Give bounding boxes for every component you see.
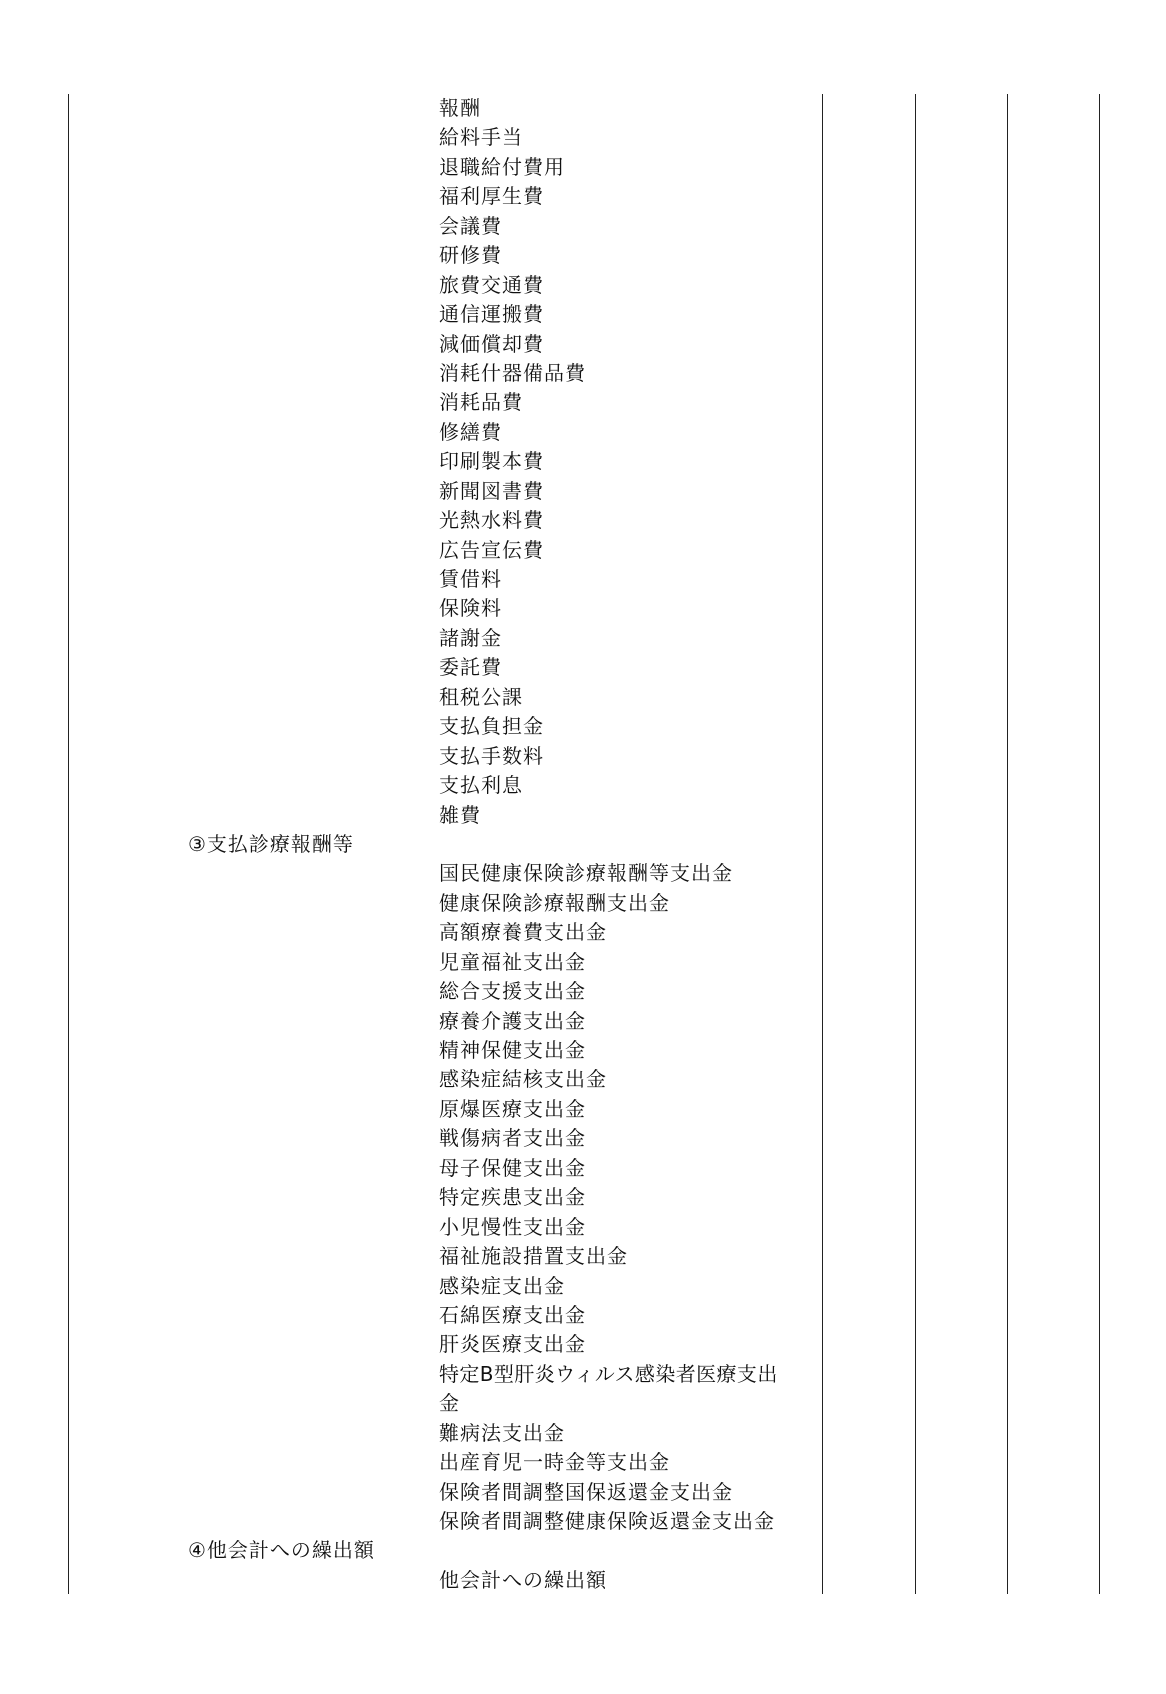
account-item: 児童福祉支出金 bbox=[439, 949, 586, 974]
account-item: 新聞図書費 bbox=[439, 478, 544, 503]
account-item: 国民健康保険診療報酬等支出金 bbox=[439, 861, 733, 886]
account-item: 他会計への繰出額 bbox=[439, 1567, 607, 1592]
account-item: 保険者間調整健康保険返還金支出金 bbox=[439, 1509, 775, 1533]
account-item: 原爆医療支出金 bbox=[439, 1096, 586, 1121]
section-heading: ③支払診療報酬等 bbox=[188, 831, 354, 856]
account-item: 感染症結核支出金 bbox=[439, 1067, 607, 1092]
account-item: 健康保険診療報酬支出金 bbox=[439, 890, 670, 915]
account-item: 総合支援支出金 bbox=[439, 979, 586, 1004]
account-item: 母子保健支出金 bbox=[439, 1155, 586, 1180]
section-heading: ④他会計への繰出額 bbox=[188, 1538, 375, 1563]
account-item: 保険者間調整国保返還金支出金 bbox=[439, 1479, 733, 1504]
account-item: 会議費 bbox=[439, 213, 502, 238]
account-item: 高額療養費支出金 bbox=[439, 920, 607, 945]
account-item: 精神保健支出金 bbox=[439, 1038, 586, 1062]
account-item: 石綿医療支出金 bbox=[439, 1302, 586, 1327]
account-item: 金 bbox=[439, 1391, 460, 1416]
account-item: 研修費 bbox=[439, 243, 502, 268]
account-item: 支払負担金 bbox=[439, 714, 544, 739]
account-item: 光熱水料費 bbox=[439, 508, 544, 533]
account-item: 消耗什器備品費 bbox=[439, 360, 586, 385]
account-item: 減価償却費 bbox=[439, 331, 544, 356]
account-item-list bbox=[0, 94, 1166, 1595]
account-item: 福利厚生費 bbox=[439, 184, 544, 209]
account-item: 支払手数料 bbox=[439, 743, 544, 768]
account-item: 出産育児一時金等支出金 bbox=[439, 1450, 670, 1475]
account-item: 消耗品費 bbox=[439, 390, 523, 415]
account-item: 難病法支出金 bbox=[439, 1420, 565, 1445]
account-item: 賃借料 bbox=[439, 567, 502, 591]
account-item: 給料手当 bbox=[439, 125, 523, 150]
account-item: 退職給付費用 bbox=[439, 154, 565, 179]
account-item: 特定B型肝炎ウィルス感染者医療支出 bbox=[439, 1361, 778, 1386]
account-item: 戦傷病者支出金 bbox=[439, 1126, 586, 1151]
account-item: 療養介護支出金 bbox=[439, 1008, 586, 1033]
account-item: 福祉施設措置支出金 bbox=[439, 1244, 628, 1269]
account-item: 印刷製本費 bbox=[439, 449, 544, 474]
account-item: 小児慢性支出金 bbox=[439, 1214, 586, 1239]
account-item: 報酬 bbox=[439, 96, 481, 120]
account-item: 修繕費 bbox=[439, 419, 502, 444]
account-item: 通信運搬費 bbox=[439, 302, 544, 327]
account-item: 広告宣伝費 bbox=[439, 537, 544, 562]
account-item: 肝炎医療支出金 bbox=[439, 1332, 586, 1357]
account-item: 委託費 bbox=[439, 655, 502, 680]
account-item: 感染症支出金 bbox=[439, 1273, 565, 1298]
account-item: 支払利息 bbox=[439, 773, 523, 798]
account-item: 旅費交通費 bbox=[439, 272, 544, 297]
account-item: 諸謝金 bbox=[439, 625, 502, 650]
account-item: 特定疾患支出金 bbox=[439, 1185, 586, 1210]
account-item: 保険料 bbox=[439, 596, 502, 621]
account-item: 租税公課 bbox=[439, 684, 523, 709]
account-item: 雑費 bbox=[439, 802, 481, 827]
